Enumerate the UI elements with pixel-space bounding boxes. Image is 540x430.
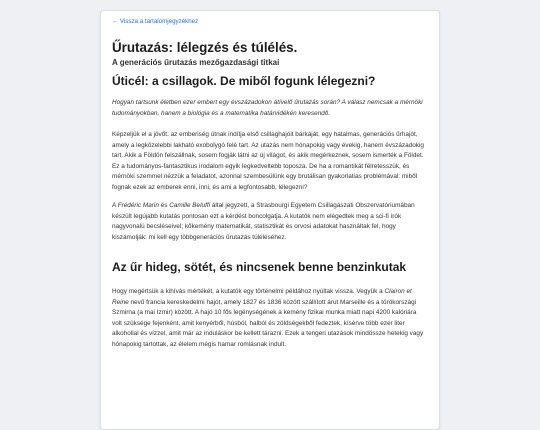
para2-rest: által jegyzett, a Strasbourgi Egyetem Csillagászati Obszervatóriumában készült legújabb kutatás pontosan ezt a kérdést boncolgatja. A kutatók nem elégedtek meg a sci-fi írók nagyvonalú becsléseivel; kőkemény matematikát, statisztikát és orvosi adatokat használtak fel, hogy kiszámolják: mi kell egy többgenerációs űrutazás túléléséhez. xyxy=(112,202,415,241)
para3-prefix: Hogy megértsük a kihívás mértékét, a kutatók egy történelmi példához nyúltak vissza. Vegyük a xyxy=(112,288,385,295)
body-paragraph-3 xyxy=(112,287,428,350)
back-to-toc-link[interactable]: ← Vissza a tartalomjegyzékhez xyxy=(112,18,199,25)
author-name-2: Camille Beluffi xyxy=(169,202,211,209)
body-paragraph-1: Képzeljük el a jövőt: az emberiség útnak indítja első csillaghajóit bárkáját, egy hatalmas, generációs űrhajót, amely a legközelebbi lakható exobolygó felé tart. Az utazás nem hónapokig vagy évekig, hanem évszázadokig tart. Akik a Földön felszállnak, sosem fogják látni az új világot, és akik megérkeznek, sosem ismerték a Földet. Ez a tudományos-fantasztikus irodalom egyik legkedveltebb toposza. De ha a romantikát félretesszük, és mérnöki szemmel nézzük a feladatot, azonnal szembesülünk egy brutálisan gyakorlatias problémával: miből fognak ezek az emberek enni, inni, és ami a legfontosabb, lélegezni? xyxy=(112,131,424,191)
body-paragraph-2 xyxy=(112,201,428,243)
article-card xyxy=(100,10,440,430)
para2-prefix: A xyxy=(112,202,118,209)
section-heading: Az űr hideg, sötét, és nincsenek benne benzinkutak xyxy=(112,260,407,274)
para2-and: és xyxy=(158,202,170,209)
author-name-1: Frédéric Marin xyxy=(117,202,159,209)
para3-rest: nevű francia kereskedelmi hajót, amely 1827 és 1836 között szállított árut Marseille és a törökországi Szmirna (a mai Izmir) között. A hajó 10 fős legénységének a kemény fizikai munka miatt napi 4200 kalóriára volt szüksége fejenként, amit kenyérből, húsból, halból és zöldségekből fedeztek, kísérve több ezer liter alkohollal és vízzel, amit már az induláskor be kellett tárazni. Ezek a tengeri utazások mindössze hetekig vagy hónapokig tartottak, az élelem mégis hamar romlásnak indult. xyxy=(112,298,424,348)
main-heading: Úticél: a csillagok. De miből fogunk lélegezni? xyxy=(112,74,376,88)
lead-paragraph: Hogyan tartsunk életben ezer embert egy évszázadokon átívelő űrutazás során? A válasz nemcsak a mérnöki tudományokban, hanem a biológia és a matematika határvidékén keresendő. xyxy=(112,99,423,117)
article-subtitle: A generációs űrutazás mezőgazdasági titkai xyxy=(112,58,280,67)
ship-name: Clairon et Reine xyxy=(112,288,412,306)
article-title: Űrutazás: lélegzés és túlélés. xyxy=(112,40,298,55)
